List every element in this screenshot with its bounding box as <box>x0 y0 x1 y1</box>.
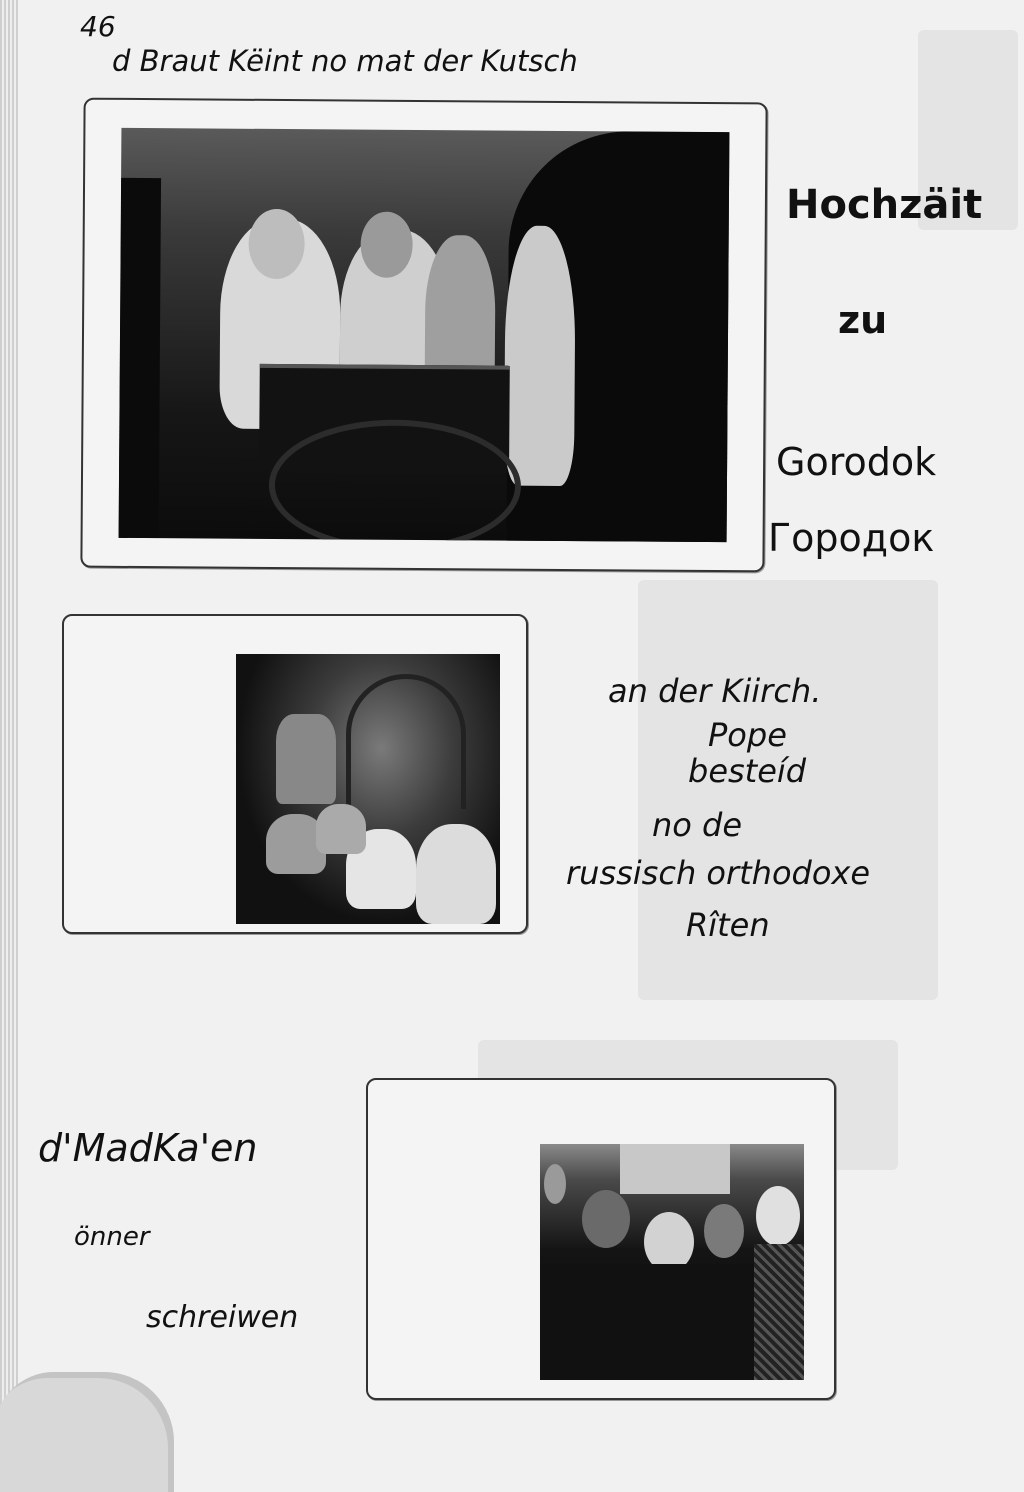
woman-face-1 <box>582 1190 630 1248</box>
church-note-line-2: Pope <box>708 716 787 754</box>
church-interior-photo <box>236 654 500 924</box>
bottom-note-line-3: schreiwen <box>146 1300 299 1335</box>
holding-thumb <box>0 1372 174 1492</box>
church-note-line-5: russisch orthodoxe <box>566 854 871 892</box>
woman-face-4 <box>756 1186 800 1246</box>
title-line-2: zu <box>838 298 888 342</box>
title-line-4: Городок <box>768 516 935 560</box>
headscarf-figure-2 <box>504 226 576 486</box>
show-through-mid <box>638 580 938 1000</box>
altar-figure <box>276 714 336 804</box>
bride-head <box>248 209 304 279</box>
crowd-head-2 <box>416 824 496 924</box>
title-line-1: Hochzäit <box>786 182 983 228</box>
top-caption: d Braut Këint no mat der Kutsch <box>112 44 578 78</box>
wedding-carriage-photo <box>119 128 730 542</box>
woman-head <box>360 212 412 278</box>
woman-face-3 <box>704 1204 744 1258</box>
bridesmaids-photo <box>540 1144 804 1380</box>
church-note-line-1: an der Kiirch. <box>608 672 822 710</box>
church-note-line-6: Rîten <box>686 906 770 944</box>
bottom-note-line-2: önner <box>74 1222 150 1252</box>
crowd-head-4 <box>316 804 366 854</box>
title-line-3: Gorodok <box>776 440 937 484</box>
patterned-dress <box>754 1244 804 1380</box>
page-number: 46 <box>80 10 116 43</box>
bottom-note-line-1: d'MadKa'en <box>38 1126 258 1170</box>
church-note-line-4: no de <box>652 806 743 844</box>
woman-face-2 <box>644 1212 694 1272</box>
church-arch <box>346 674 466 809</box>
doorway-light <box>620 1144 730 1194</box>
church-note-line-3: besteíd <box>688 752 807 790</box>
woman-face-5 <box>544 1164 566 1204</box>
left-dark-edge <box>119 178 162 538</box>
